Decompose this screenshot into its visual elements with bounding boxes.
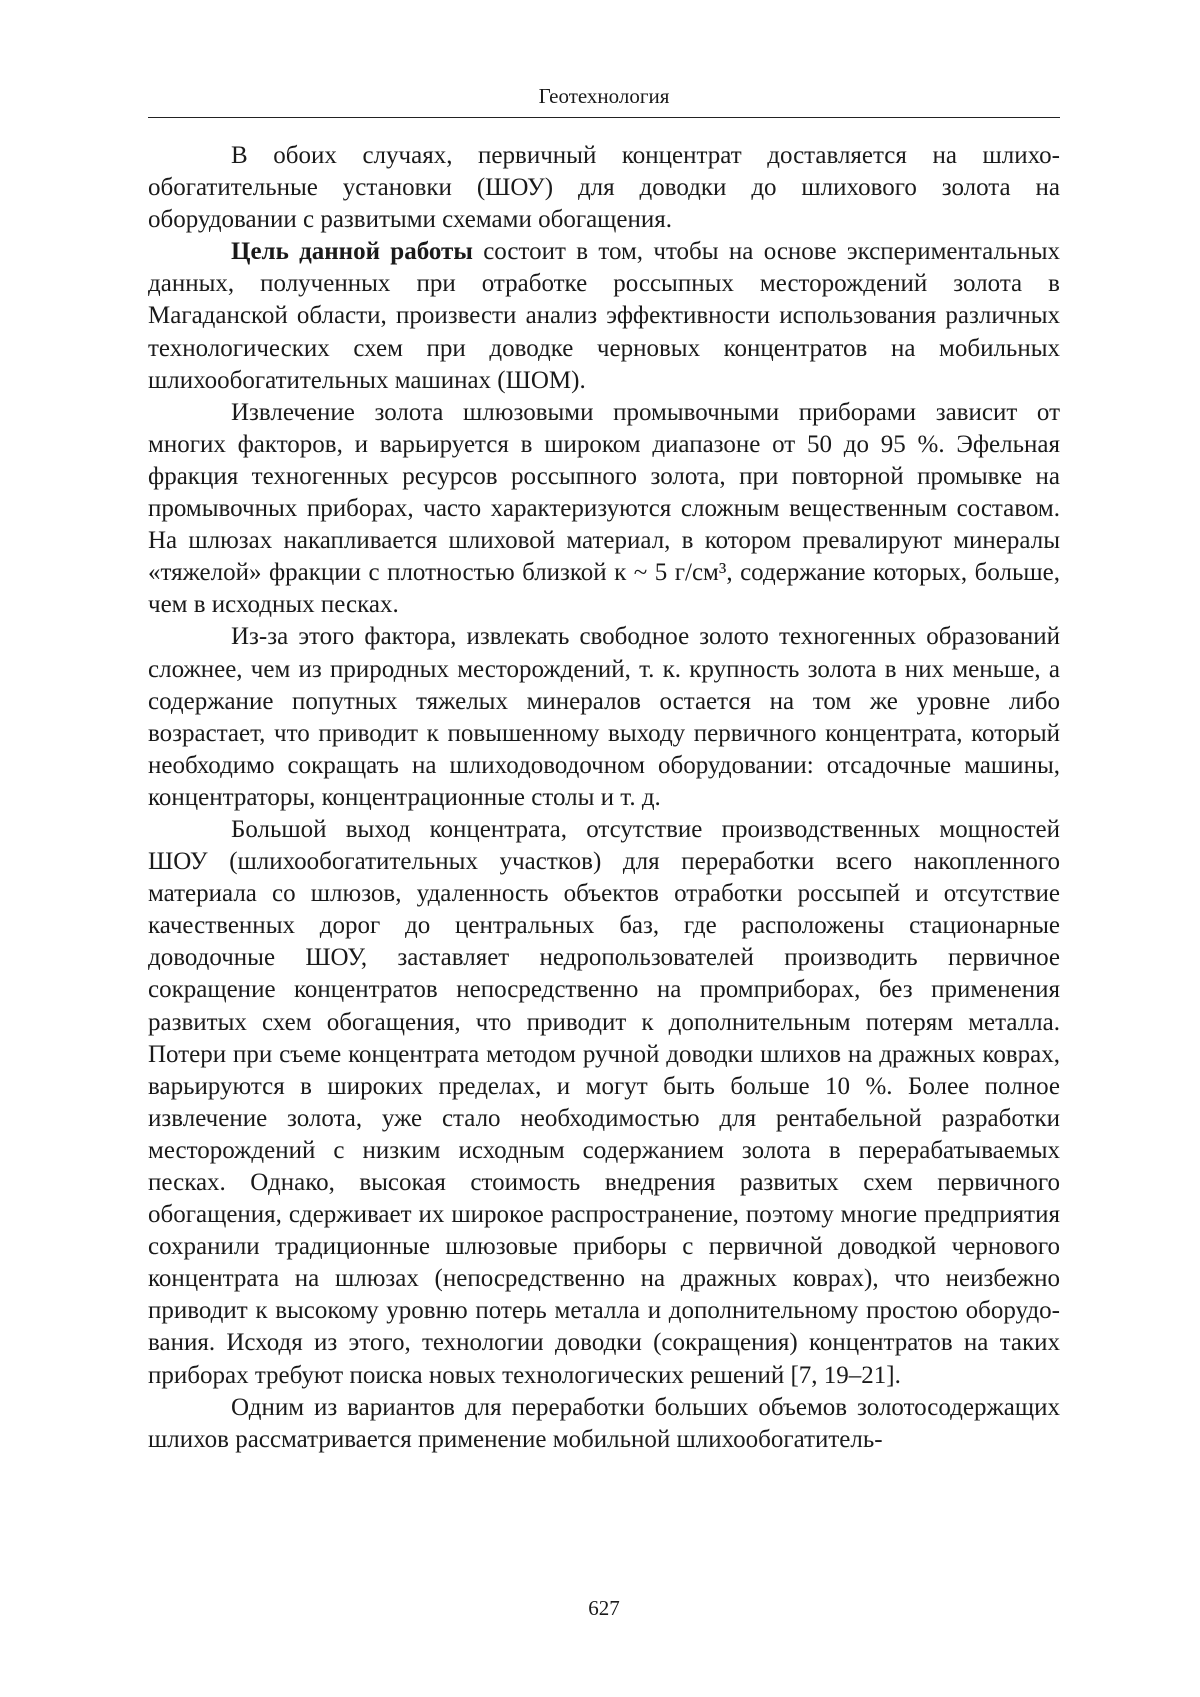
goal-lead-bold: Цель данной работы	[231, 238, 473, 266]
paragraph-mobile-unit: Одним из вариантов для переработки больших объемов золотосодержащих шлихов рассматривается применение мобильной шлихообогатитель-	[148, 1393, 1060, 1453]
paragraph-gold-extraction: Извлечение золота шлюзовыми промывочными приборами зависит от многих факторов, и варьируется в широком диапазоне от 50 до 95 %. Эфельная фракция техногенных ресурсов россыпного золота, при повторной промывке на промывочных приборах, часто характеризуются сложным вещественным составом. На шлюзах накапливается шлиховой материал, в котором превалируют минералы «тяжелой» фракции с плотностью близкой к ~ 5 г/см³, содержание которых, больше, чем в исходных песках.	[148, 398, 1060, 619]
goal-text: состоит в том, чтобы на основе экспериментальных данных, полученных при отработке россыпных месторождений золота в Магаданской области, произвести анализ эффективности использования различных технологических схем при доводке черновых концентратов на мобильных шлихообогатительных машинах (ШОМ).	[148, 238, 1060, 394]
paragraph-concentrate-yield: Большой выход концентрата, отсутствие производственных мощностей ШОУ (шлихообогатительных участков) для переработки всего накопленного материала со шлюзов, удаленность объектов отработки россыпей и отсутствие качественных дорог до центральных баз, где расположены стационарные доводочные ШОУ, заставляет недропользователей производить первичное сокращение концентратов непосредственно на промприборах, без применения развитых схем обогащения, что приводит к дополнительным потерям металла. Потери при съеме концентрата методом ручной доводки шлихов на дражных коврах, варьируются в широких пределах, и могут быть больше 10 %. Более полное извлечение золота, уже стало необходимостью для рентабельной разработки месторождений с низким исходным содержанием золота в перерабатываемых песках. Однако, высокая стоимость внедрения развитых схем первичного обогащения, сдерживает их широкое распространение, поэтому многие предприятия сохранили традиционные шлюзовые приборы с первичной доводкой чернового концентрата на шлюзах (непосредственно на дражных коврах), что неизбежно приводит к высокому уровню потерь металла и дополнительному простою оборудования. Исходя из этого, технологии доводки (сокращения) концентратов на таких приборах требуют поиска новых технологических решений [7, 19–21].	[148, 815, 1060, 1389]
paragraph-primary-concentrate: В обоих случаях, первичный концентрат доставляется на шлихообогатительные установки (ШОУ) для доводки до шлихового золота на оборудовании с развитыми схемами обогащения.	[148, 142, 1060, 234]
page-number: 627	[588, 1596, 620, 1620]
header-rule	[148, 117, 1060, 118]
paragraph-technogenic-formations: Из-за этого фактора, извлекать свободное золото техногенных образований сложнее, чем из природных месторождений, т. к. крупность золота в них меньше, а содержание попутных тяжелых минералов остается на том же уровне либо возрастает, что приводит к повышенному выходу первичного концентрата, который необходимо сокращать на шлиходоводочном оборудовании: отсадочные машины, концентраторы, концентрационные столы и т. д.	[148, 623, 1060, 811]
paragraph-work-goal	[148, 236, 1060, 396]
running-title: Геотехнология	[538, 84, 670, 108]
article-body	[148, 140, 1060, 1456]
